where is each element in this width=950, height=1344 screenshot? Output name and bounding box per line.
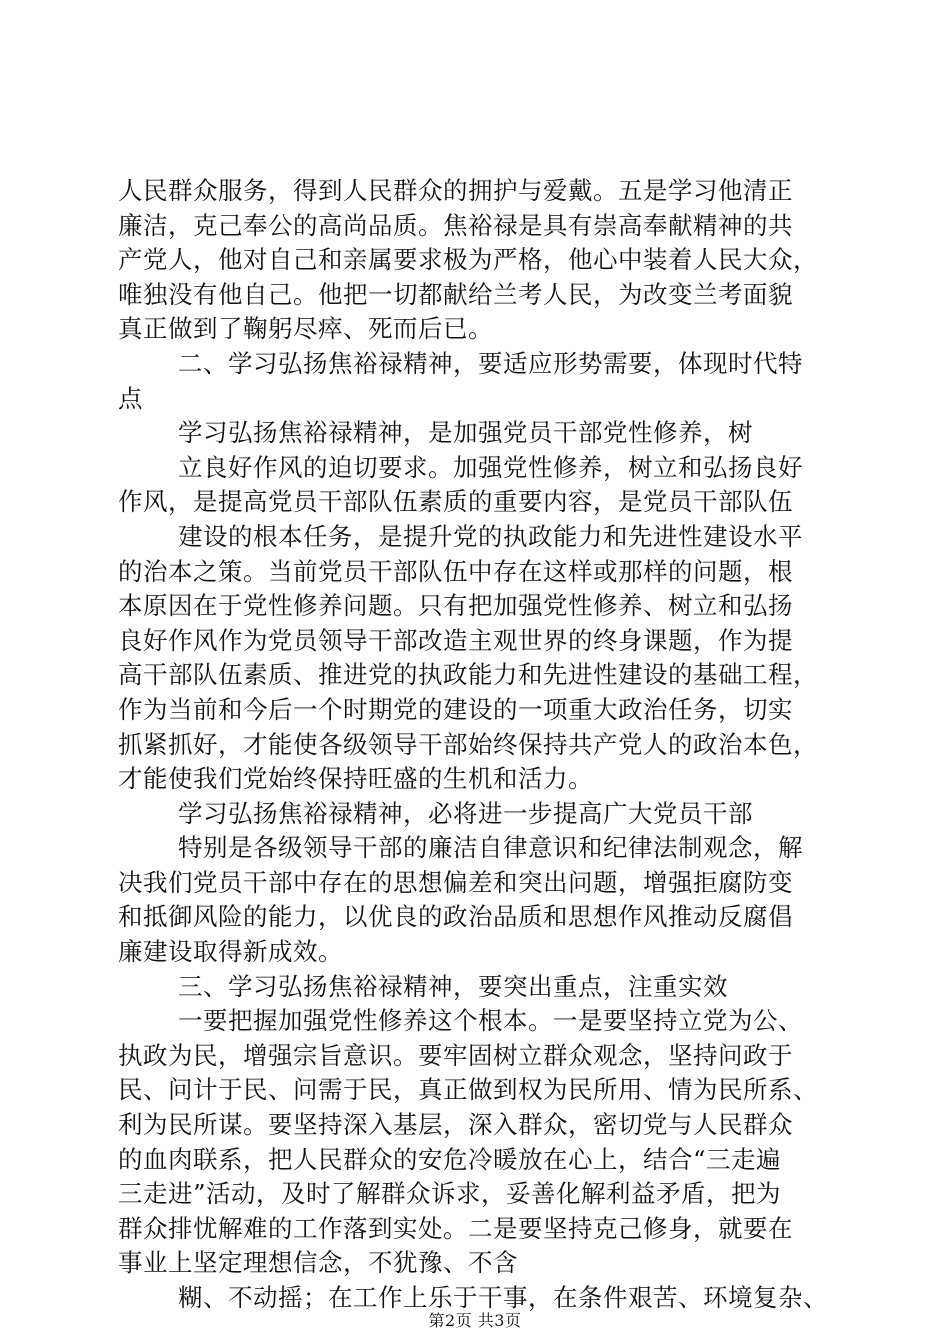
text-line: 真正做到了鞠躬尽瘁、死而后已。	[118, 314, 493, 344]
text-line: 的治本之策。当前党员干部队伍中存在这样或那样的问题，根	[118, 556, 793, 586]
text-line: 的血肉联系，把人民群众的安危冷暖放在心上，结合“三走遍	[118, 1144, 782, 1174]
text-line: 学习弘扬焦裕禄精神，必将进一步提高广大党员干部	[178, 798, 753, 828]
text-line: 利为民所谋。要坚持深入基层，深入群众，密切党与人民群众	[118, 1110, 793, 1140]
page-footer: 第2页 共3页	[428, 1311, 522, 1330]
text-line: 唯独没有他自己。他把一切都献给兰考人民，为改变兰考面貌	[118, 279, 793, 309]
text-line: 点	[118, 383, 143, 413]
text-line: 廉建设取得新成效。	[118, 937, 343, 967]
text-line: 民、问计于民、问需于民，真正做到权为民所用、情为民所系、	[118, 1075, 818, 1105]
text-line: 三、学习弘扬焦裕禄精神，要突出重点，注重实效	[178, 971, 728, 1001]
text-line: 建设的根本任务，是提升党的执政能力和先进性建设水平	[178, 521, 803, 551]
text-line: 学习弘扬焦裕禄精神，是加强党员干部党性修养，树	[178, 418, 753, 448]
text-line: 抓紧抓好，才能使各级领导干部始终保持共产党人的政治本色，	[118, 729, 818, 759]
text-line: 高干部队伍素质、推进党的执政能力和先进性建设的基础工程，	[118, 660, 818, 690]
text-line: 廉洁，克己奉公的高尚品质。焦裕禄是具有崇高奉献精神的共	[118, 210, 793, 240]
text-line: 作为当前和今后一个时期党的建设的一项重大政治任务，切实	[118, 694, 793, 724]
text-line: 事业上坚定理想信念，不犹豫、不含	[118, 1248, 518, 1278]
text-line: 糊、不动摇；在工作上乐于干事，在条件艰苦、环境复杂、	[178, 1283, 828, 1312]
text-line: 产党人，他对自己和亲属要求极为严格，他心中装着人民大众，	[118, 245, 818, 275]
text-line: 立良好作风的迫切要求。加强党性修养，树立和弘扬良好	[178, 452, 803, 482]
text-line: 才能使我们党始终保持旺盛的生机和活力。	[118, 764, 593, 794]
text-line: 良好作风作为党员领导干部改造主观世界的终身课题，作为提	[118, 625, 793, 655]
text-line: 执政为民，增强宗旨意识。要牢固树立群众观念，坚持问政于	[118, 1040, 793, 1070]
text-line: 作风，是提高党员干部队伍素质的重要内容，是党员干部队伍	[118, 487, 793, 517]
text-line: 人民群众服务，得到人民群众的拥护与爱戴。五是学习他清正	[118, 176, 793, 205]
text-line: 本原因在于党性修养问题。只有把加强党性修养、树立和弘扬	[118, 591, 793, 621]
text-line: 决我们党员干部中存在的思想偏差和突出问题，增强拒腐防变	[118, 867, 793, 897]
text-line: 三走进”活动，及时了解群众诉求，妥善化解利益矛盾，把为	[118, 1179, 782, 1209]
text-line: 特别是各级领导干部的廉洁自律意识和纪律法制观念，解	[178, 833, 803, 863]
body-text	[118, 174, 838, 1316]
text-line: 和抵御风险的能力，以优良的政治品质和思想作风推动反腐倡	[118, 902, 793, 932]
text-line: 二、学习弘扬焦裕禄精神，要适应形势需要，体现时代特	[178, 348, 803, 378]
text-line: 群众排忧解难的工作落到实处。二是要坚持克己修身，就要在	[118, 1213, 793, 1243]
text-line: 一要把握加强党性修养这个根本。一是要坚持立党为公、	[178, 1006, 803, 1036]
